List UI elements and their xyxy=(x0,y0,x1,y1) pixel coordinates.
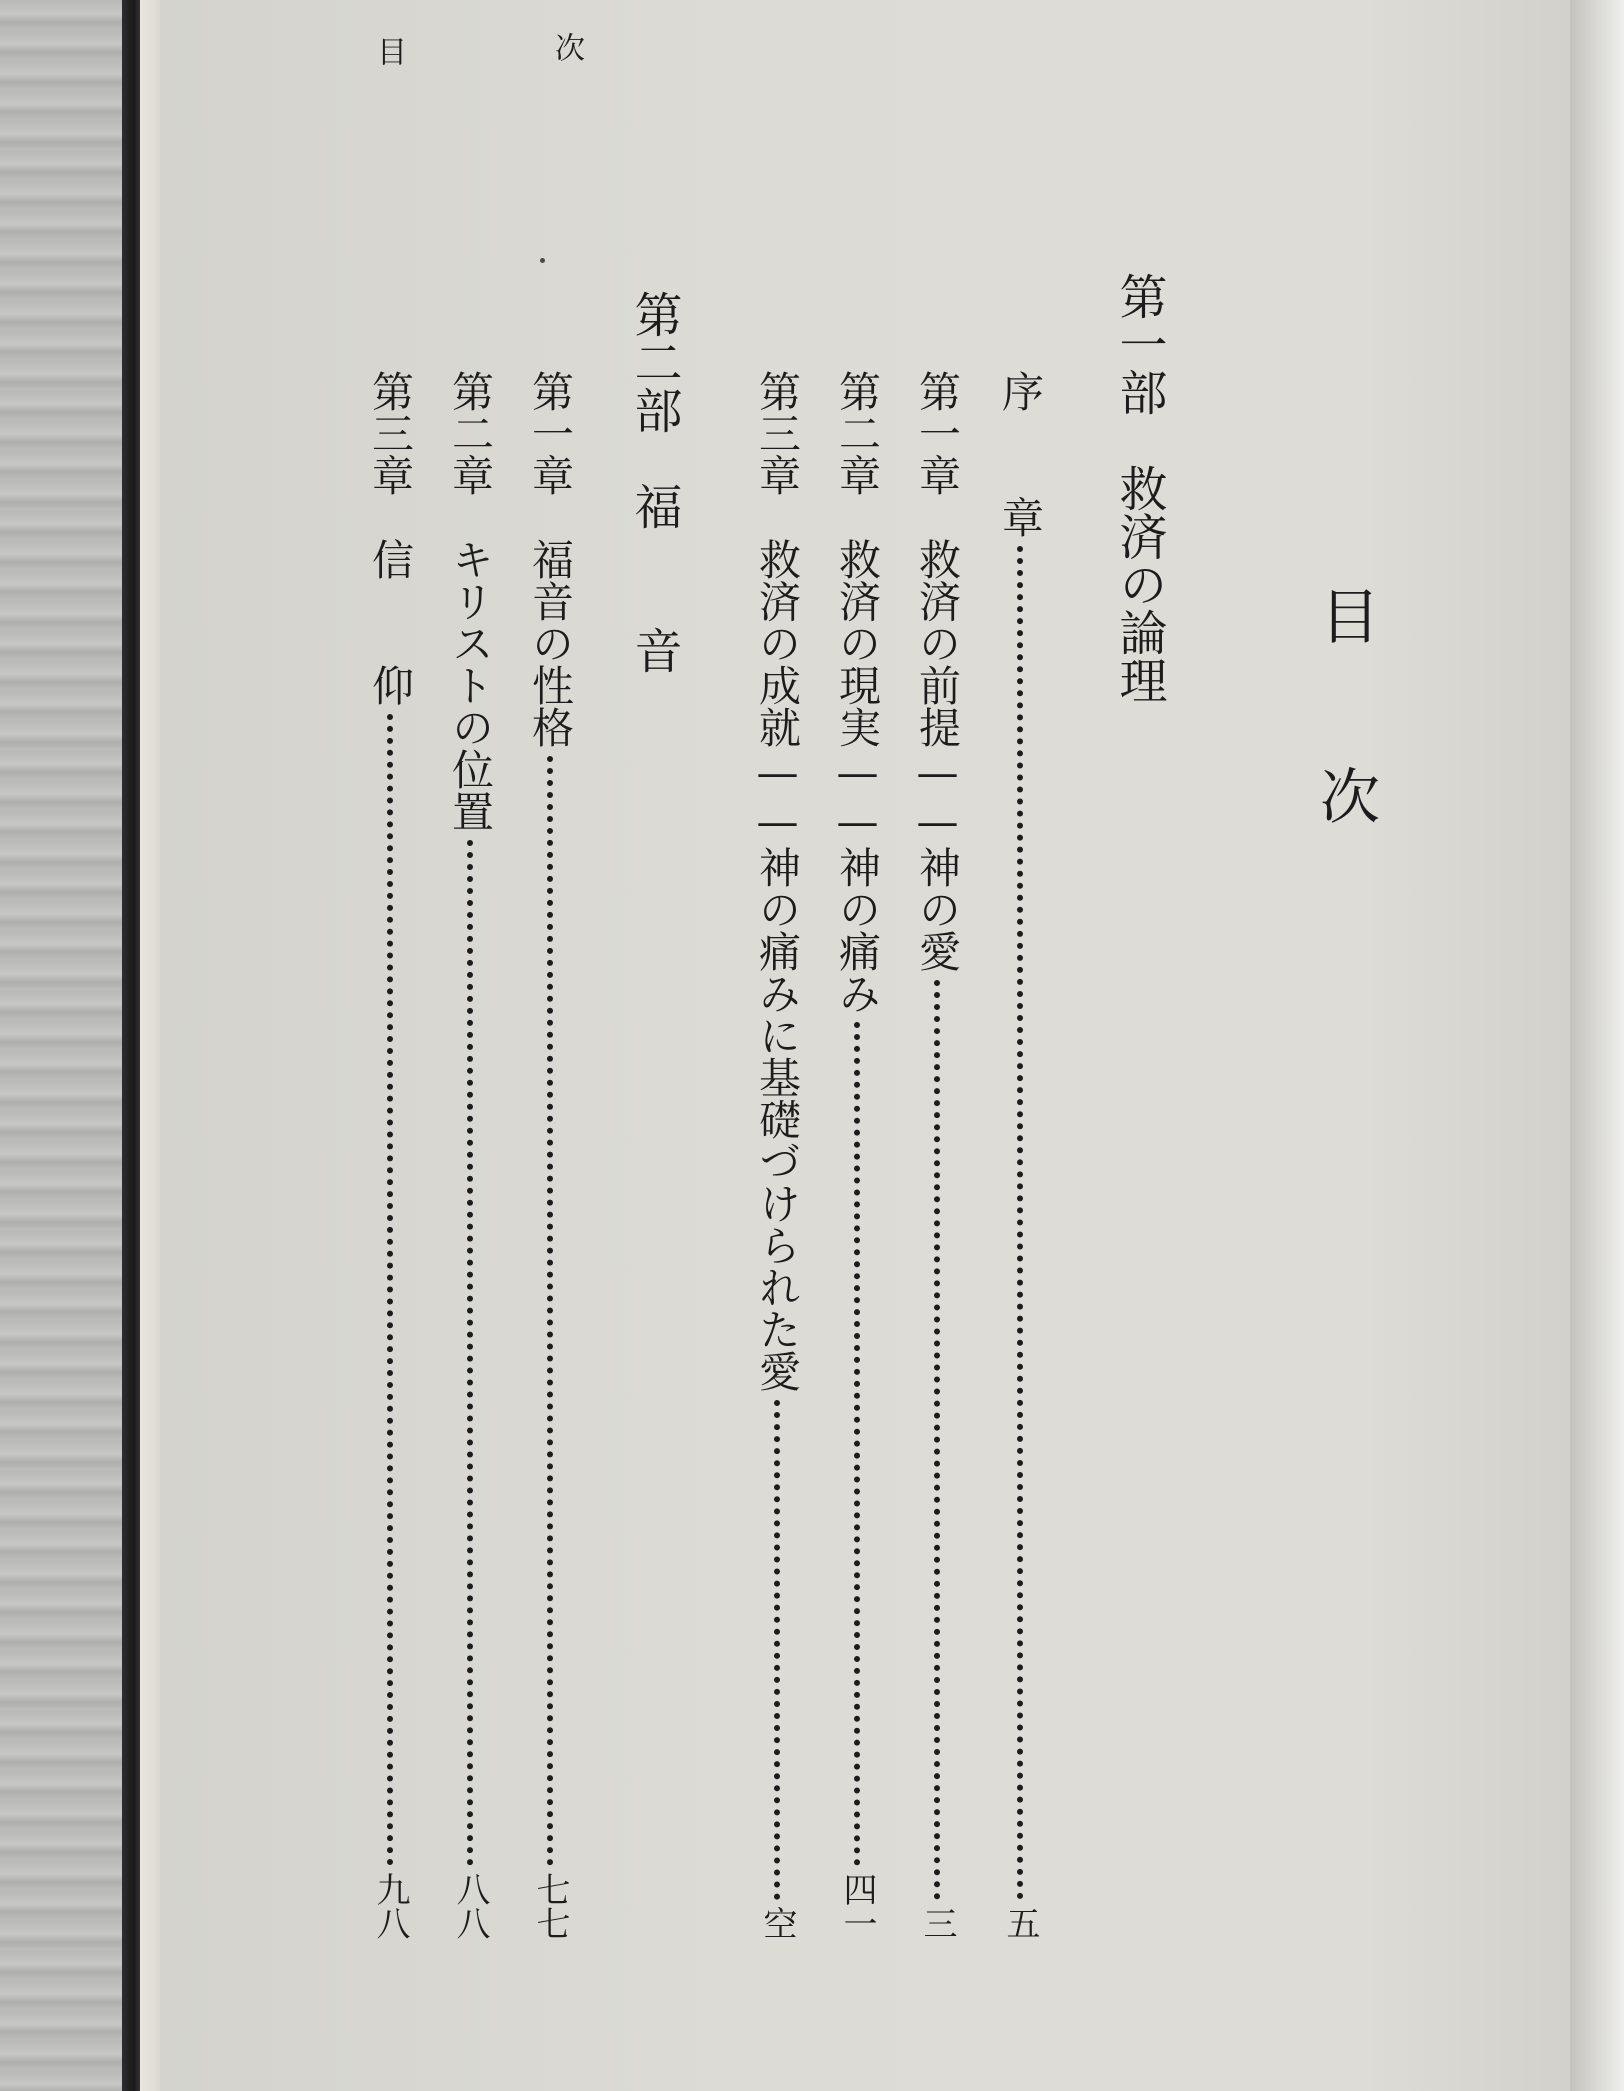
toc-entry-page: 八八 xyxy=(450,1872,490,1940)
toc-entry-label: 第三章 信 仰 xyxy=(366,370,415,706)
toc-entry-label: 序 章 xyxy=(996,370,1045,538)
toc-entry[interactable] xyxy=(832,370,882,1940)
dotted-leader xyxy=(774,1400,780,1900)
toc-entry-page: 五 xyxy=(1000,1906,1040,1940)
toc-entry[interactable] xyxy=(912,370,962,1940)
dotted-leader xyxy=(1017,546,1023,1900)
part2-heading: 第二部 福 音 xyxy=(626,290,682,674)
toc-entry-label: 第二章 キリストの位置 xyxy=(446,370,495,832)
running-head-right: 次 xyxy=(549,32,584,62)
toc-entry[interactable] xyxy=(525,370,575,1940)
toc-entry-label: 第二章 救済の現実——神の痛み xyxy=(833,370,882,1014)
toc-entry-label: 第三章 救済の成就——神の痛みに基礎づけられた愛 xyxy=(753,370,802,1392)
toc-entry-page: 九八 xyxy=(370,1872,410,1940)
dotted-leader xyxy=(547,756,553,1866)
toc-entry[interactable] xyxy=(752,370,802,1940)
toc-entry-page: 三 xyxy=(917,1906,957,1940)
dotted-leader xyxy=(854,1022,860,1866)
print-speck xyxy=(540,258,545,263)
background-right xyxy=(1570,0,1624,2091)
toc-title xyxy=(1310,585,1380,825)
toc-entry-label: 第一章 福音の性格 xyxy=(526,370,575,748)
toc-entry-page: 空 xyxy=(757,1906,797,1940)
dotted-leader xyxy=(934,980,940,1900)
toc-entry[interactable] xyxy=(445,370,495,1940)
toc-title-first: 目 xyxy=(1310,585,1380,645)
toc-entry[interactable] xyxy=(995,370,1045,1940)
toc-entry-page: 四一 xyxy=(837,1872,877,1940)
dotted-leader xyxy=(467,840,473,1866)
dotted-leader xyxy=(387,714,393,1866)
running-head-left: 目 xyxy=(371,36,406,66)
book-spine xyxy=(122,0,142,2091)
toc-title-second: 次 xyxy=(1310,765,1380,825)
toc-entry[interactable] xyxy=(365,370,415,1940)
part1-heading: 第一部 救済の論理 xyxy=(1111,272,1167,704)
toc-entry-label: 第一章 救済の前提——神の愛 xyxy=(913,370,962,972)
toc-entry-page: 七七 xyxy=(530,1872,570,1940)
